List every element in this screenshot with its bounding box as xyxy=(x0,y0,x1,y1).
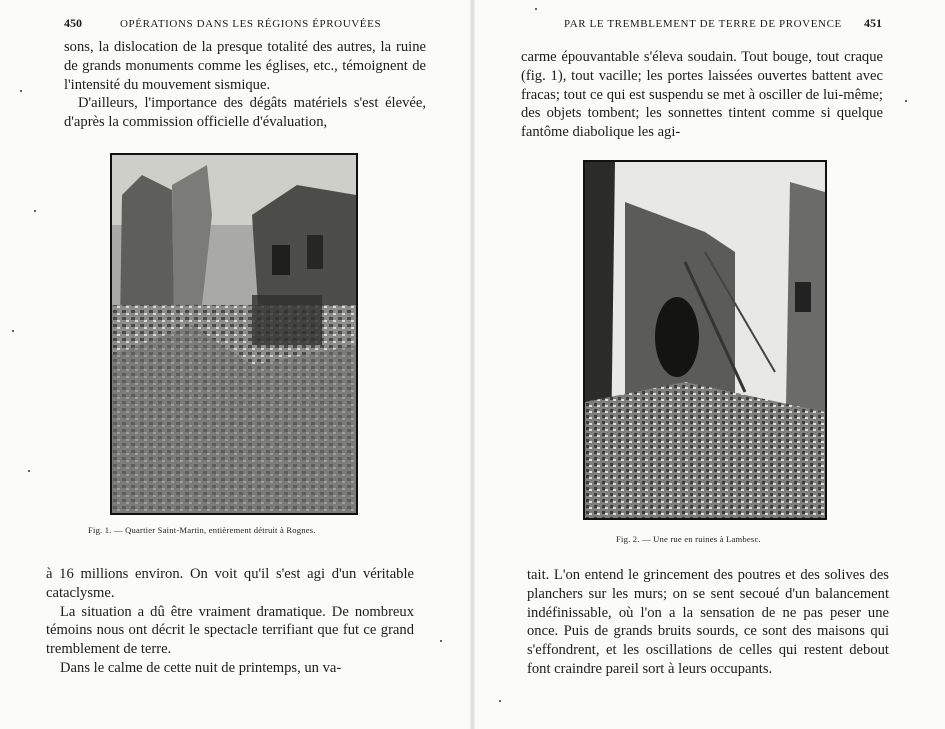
page-speck xyxy=(20,90,22,92)
page-speck xyxy=(12,330,14,332)
left-paragraph-top-1: sons, la dislocation de la presque totalité des autres, la ruine de grands monuments comme les églises, etc., témoignent de l'intensité du mouvement sismique. xyxy=(64,39,426,93)
page-speck xyxy=(905,100,907,102)
left-paragraph-bottom-1: à 16 millions environ. On voit qu'il s'est agi d'un véritable cataclysme. xyxy=(46,566,414,601)
right-running-head: PAR LE TREMBLEMENT DE TERRE DE PROVENCE xyxy=(564,18,842,30)
right-paragraph-top: carme épouvantable s'éleva soudain. Tout bouge, tout craque (fig. 1), tout vacille; les portes laissées ouvertes battent avec fracas; tout ce qui est suspendu se met à osciller de lui-même; des objets tombent; les sonnettes tintent comme si quelque fantôme diabolique les agi- xyxy=(521,49,883,141)
left-text-bottom xyxy=(46,565,414,678)
figure-1-caption: Fig. 1. — Quartier Saint-Martin, entièrement détruit à Rognes. xyxy=(88,525,316,535)
figure-1-photo xyxy=(110,153,358,515)
left-page xyxy=(0,0,470,729)
figure-2-photo xyxy=(583,160,827,520)
left-page-number: 450 xyxy=(64,16,82,30)
page-speck xyxy=(440,640,442,642)
right-text-top xyxy=(521,48,883,142)
left-paragraph-bottom-3: Dans le calme de cette nuit de printemps, un va- xyxy=(60,659,342,676)
right-page xyxy=(475,0,945,729)
right-paragraph-bottom: tait. L'on entend le grincement des poutres et des solives des planchers sur les murs; on se sent secoué d'un balancement indéfinissable, où l'on a la sensation de ne pas peser une once. Puis de grands bruits sourds, ce sont des maisons qui s'effondrent, et les oscillations de celles qui restent debout font craindre pareil sort à leurs occupants. xyxy=(527,567,889,677)
left-running-head: OPÉRATIONS DANS LES RÉGIONS ÉPROUVÉES xyxy=(120,18,382,30)
left-paragraph-top-2: D'ailleurs, l'importance des dégâts matériels s'est élevée, d'après la commission officielle d'évaluation, xyxy=(64,95,426,131)
left-paragraph-bottom-2: La situation a dû être vraiment dramatique. De nombreux témoins nous ont décrit le spectacle terrifiant que fut ce grand tremblement de terre. xyxy=(46,603,414,658)
page-speck xyxy=(28,470,30,472)
figure-2-caption: Fig. 2. — Une rue en ruines à Lambesc. xyxy=(616,534,761,544)
right-text-bottom xyxy=(527,566,889,679)
left-text-top xyxy=(64,38,426,132)
page-speck xyxy=(499,700,501,702)
page-speck xyxy=(535,8,537,10)
right-page-number: 451 xyxy=(864,16,882,30)
page-speck xyxy=(34,210,36,212)
ruins-photo-rognes xyxy=(112,155,356,513)
ruins-photo-lambesc xyxy=(585,162,825,518)
